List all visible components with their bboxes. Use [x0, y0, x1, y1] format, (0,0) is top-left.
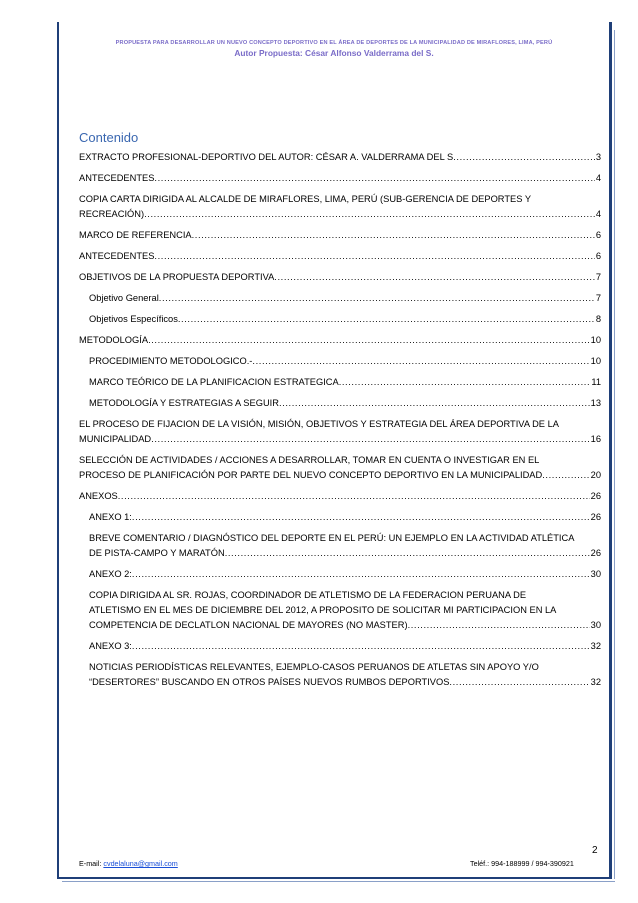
toc-entry-row — [79, 333, 601, 348]
toc-entry-text: MUNICIPALIDAD — [79, 434, 152, 444]
page-border-shadow-bottom — [62, 881, 615, 882]
toc-page-number: 32 — [590, 677, 601, 687]
toc-entry-row — [79, 249, 601, 264]
toc-dot-leader — [178, 312, 595, 327]
toc-entry-text: “DESERTORES” BUSCANDO EN OTROS PAÍSES NUEVOS RUMBOS DEPORTIVOS — [89, 677, 450, 687]
toc-page-number: 10 — [590, 335, 601, 345]
toc-entry[interactable] — [79, 312, 601, 327]
toc-dot-leader — [449, 675, 589, 690]
page-border-right — [609, 22, 612, 879]
toc-entry-text: ANEXOS — [79, 491, 118, 501]
toc-page-number: 4 — [595, 173, 601, 183]
toc-dot-leader — [132, 639, 590, 654]
toc-dot-leader — [118, 489, 590, 504]
toc-entry[interactable] — [79, 417, 601, 447]
toc-entry-row — [79, 510, 601, 525]
toc-entry[interactable] — [79, 192, 601, 222]
toc-entry-text: DE PISTA-CAMPO Y MARATÓN — [89, 548, 225, 558]
toc-page-number: 3 — [595, 152, 601, 162]
toc-dot-leader — [159, 291, 595, 306]
toc-entry-row — [79, 546, 601, 561]
toc-dot-leader — [339, 375, 591, 390]
toc-page-number: 6 — [595, 251, 601, 261]
toc-dot-leader — [144, 207, 595, 222]
toc-dot-leader — [453, 150, 595, 165]
header-author: Autor Propuesta: César Alfonso Valderrama del S. — [234, 48, 434, 58]
toc-dot-leader — [542, 468, 589, 483]
toc-dot-leader — [252, 354, 589, 369]
toc-entry-text: Objetivo General — [89, 293, 159, 303]
toc-entry-row — [79, 150, 601, 165]
toc-entry-row — [79, 291, 601, 306]
footer-phone: Teléf.: 994-188999 / 994-390921 — [470, 859, 574, 868]
toc-dot-leader — [192, 228, 595, 243]
toc-entry-row — [79, 639, 601, 654]
toc-entry-text: ATLETISMO EN EL MES DE DICIEMBRE DEL 2012, A PROPOSITO DE SOLICITAR MI PARTICIPACION EN LA — [89, 605, 557, 615]
toc-entry[interactable] — [79, 333, 601, 348]
toc-entry[interactable] — [79, 510, 601, 525]
toc-entry-text: ANEXO 1: — [89, 512, 132, 522]
toc-dot-leader — [225, 546, 590, 561]
page-border-bottom — [57, 877, 612, 879]
toc-entry-row — [79, 312, 601, 327]
toc-dot-leader — [151, 432, 590, 447]
toc-page-number: 10 — [590, 356, 601, 366]
toc-entry-text: RECREACIÓN) — [79, 209, 145, 219]
toc-entry[interactable] — [79, 291, 601, 306]
toc-entry[interactable] — [79, 639, 601, 654]
toc-page-number: 26 — [590, 512, 601, 522]
toc-entry-text: METODOLOGÍA — [79, 335, 149, 345]
toc-entry-row — [79, 567, 601, 582]
table-of-contents — [79, 150, 601, 696]
toc-page-number: 30 — [590, 620, 601, 630]
toc-dot-leader — [154, 171, 594, 186]
toc-entry[interactable] — [79, 375, 601, 390]
toc-entry-row — [79, 489, 601, 504]
toc-entry-text: NOTICIAS PERIODÍSTICAS RELEVANTES, EJEMPLO-CASOS PERUANOS DE ATLETAS SIN APOYO Y/O — [89, 662, 539, 672]
toc-entry-text: ANEXO 3: — [89, 641, 132, 651]
toc-entry-row — [79, 618, 601, 633]
toc-heading: Contenido — [79, 130, 139, 145]
toc-page-number: 32 — [590, 641, 601, 651]
toc-page-number: 26 — [590, 491, 601, 501]
page-border-left — [57, 22, 59, 879]
toc-entry-text: ANTECEDENTES — [79, 173, 155, 183]
toc-entry[interactable] — [79, 171, 601, 186]
toc-entry-text: EL PROCESO DE FIJACION DE LA VISIÓN, MISIÓN, OBJETIVOS Y ESTRATEGIA DEL ÁREA DEPORTIVA DE LA — [79, 419, 559, 429]
toc-entry[interactable] — [79, 270, 601, 285]
footer-email — [79, 859, 178, 868]
toc-entry-text: BREVE COMENTARIO / DIAGNÓSTICO DEL DEPORTE EN EL PERÚ: UN EJEMPLO EN LA ACTIVIDAD ATLÉTICA — [89, 533, 575, 543]
toc-page-number: 6 — [595, 230, 601, 240]
toc-entry[interactable] — [79, 489, 601, 504]
toc-entry[interactable] — [79, 453, 601, 483]
toc-entry[interactable] — [79, 354, 601, 369]
toc-entry-row — [79, 396, 601, 411]
toc-dot-leader — [279, 396, 590, 411]
toc-entry-text: ANEXO 2: — [89, 569, 132, 579]
toc-entry-text: PROCEDIMIENTO METODOLOGICO.- — [89, 356, 253, 366]
email-label: E-mail: — [79, 859, 104, 868]
toc-dot-leader — [132, 567, 590, 582]
toc-page-number: 16 — [590, 434, 601, 444]
toc-page-number: 30 — [590, 569, 601, 579]
toc-entry-text: COPIA CARTA DIRIGIDA AL ALCALDE DE MIRAFLORES, LIMA, PERÚ (SUB-GERENCIA DE DEPORTES Y — [79, 194, 532, 204]
toc-page-number: 4 — [595, 209, 601, 219]
toc-entry[interactable] — [79, 588, 601, 633]
toc-entry-row — [79, 468, 601, 483]
toc-dot-leader — [274, 270, 595, 285]
toc-entry-text: Objetivos Específicos — [89, 314, 178, 324]
toc-entry-row — [79, 675, 601, 690]
toc-dot-leader — [132, 510, 590, 525]
toc-page-number: 7 — [595, 272, 601, 282]
toc-entry-row — [79, 354, 601, 369]
toc-page-number: 20 — [590, 470, 601, 480]
toc-entry-row — [79, 432, 601, 447]
toc-entry[interactable] — [79, 228, 601, 243]
email-link[interactable]: cvdelaluna@gmail.com — [103, 859, 178, 868]
toc-entry-row — [79, 270, 601, 285]
toc-entry-text: EXTRACTO PROFESIONAL-DEPORTIVO DEL AUTOR: CÉSAR A. VALDERRAMA DEL S — [79, 152, 454, 162]
toc-page-number: 26 — [590, 548, 601, 558]
toc-dot-leader — [408, 618, 590, 633]
toc-entry-row — [79, 228, 601, 243]
toc-dot-leader — [154, 249, 594, 264]
toc-page-number: 11 — [591, 377, 601, 387]
toc-entry-text: MARCO TEÓRICO DE LA PLANIFICACION ESTRATEGICA — [89, 377, 339, 387]
toc-entry[interactable] — [79, 150, 601, 165]
toc-entry[interactable] — [79, 567, 601, 582]
toc-entry-text: MARCO DE REFERENCIA — [79, 230, 192, 240]
toc-page-number: 7 — [595, 293, 601, 303]
page-number: 2 — [592, 845, 598, 856]
toc-page-number: 13 — [590, 398, 601, 408]
toc-entry-text: METODOLOGÍA Y ESTRATEGIAS A SEGUIR — [89, 398, 279, 408]
toc-entry[interactable] — [79, 660, 601, 690]
toc-entry-row — [79, 375, 601, 390]
toc-entry-text: COPIA DIRIGIDA AL SR. ROJAS, COORDINADOR DE ATLETISMO DE LA FEDERACION PERUANA DE — [89, 590, 527, 600]
toc-entry-row — [79, 171, 601, 186]
toc-entry-row — [79, 207, 601, 222]
toc-dot-leader — [148, 333, 590, 348]
toc-entry-text: ANTECEDENTES — [79, 251, 155, 261]
toc-entry[interactable] — [79, 396, 601, 411]
toc-entry-text: COMPETENCIA DE DECLATLON NACIONAL DE MAYORES (NO MASTER) — [89, 620, 408, 630]
toc-entry-text: OBJETIVOS DE LA PROPUESTA DEPORTIVA — [79, 272, 275, 282]
toc-entry-text: SELECCIÓN DE ACTIVIDADES / ACCIONES A DESARROLLAR, TOMAR EN CUENTA O INVESTIGAR EN EL — [79, 455, 540, 465]
toc-page-number: 8 — [595, 314, 601, 324]
toc-entry-text: PROCESO DE PLANIFICACIÓN POR PARTE DEL NUEVO CONCEPTO DEPORTIVO EN LA MUNICIPALIDAD — [79, 470, 543, 480]
toc-entry[interactable] — [79, 531, 601, 561]
toc-entry[interactable] — [79, 249, 601, 264]
header-proposal-title: PROPUESTA PARA DESARROLLAR UN NUEVO CONCEPTO DEPORTIVO EN EL ÁREA DE DEPORTES DE LA MUNICIPALIDAD DE MIRAFLORES, LIMA, PERÚ — [115, 40, 553, 46]
page-border-shadow-right — [614, 30, 615, 879]
